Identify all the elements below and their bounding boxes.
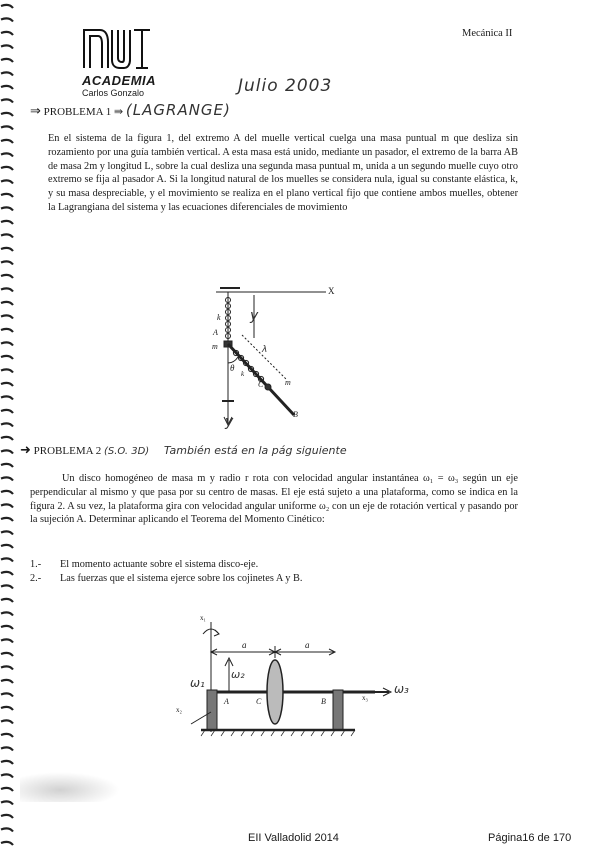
fig2-label-omega1: ω₁ [190, 676, 205, 690]
scan-smudge [20, 772, 120, 802]
fig1-label-y: y [225, 414, 234, 430]
fig2-label-b: B [321, 697, 326, 706]
double-arrow-icon: ⇒ [30, 104, 41, 119]
spiral-binding [0, 0, 16, 848]
fig2-label-c: C [256, 697, 262, 706]
fig1-label-lambda: λ [262, 345, 268, 355]
fig1-label-theta: θ [230, 363, 235, 373]
problem2-hand-tag: (S.O. 3D) [103, 446, 150, 457]
item-2-text: Las fuerzas que el sistema ejerce sobre los cojinetes A y B. [60, 572, 303, 584]
item-1-text: El momento actuante sobre el sistema disco-eje. [60, 559, 259, 570]
fig1-label-m2: m [285, 378, 291, 387]
logo-mark-icon [82, 26, 152, 70]
problem1-hand-note: (LAGRANGE) [125, 101, 231, 119]
problem1-heading [30, 101, 231, 119]
problem1-title: PROBLEMA 1 [43, 106, 112, 118]
arrow-right-icon: ➜ [20, 443, 31, 458]
figure-1 [196, 283, 346, 433]
fig2-label-omega2: ω₂ [231, 668, 245, 681]
problem2-title: PROBLEMA 2 [33, 445, 102, 457]
problem2-hand-note: También está en la pág siguiente [163, 444, 347, 457]
disc [267, 660, 283, 724]
problem1-text: En el sistema de la figura 1, del extremo A del muelle vertical cuelga una masa puntual m que desliza sin rozamiento por una guía también vertical. A esta masa está unido, mediante un pasador, el extremo de la barra AB de masa 2m y longitud L, sobre la cual desliza una segunda masa puntual m, unida a un segundo muelle cuyo otro extremo se fija al pasador A. Si la longitud natural de los muelles se considera nula, igual su constante elástica, k, y su masa despreciable, y el movimiento se realiza en el plano vertical fijo que contiene ambos muelles, obtener la Lagrangiana del sistema y las ecuaciones diferenciales de movimiento [48, 133, 518, 213]
item-1 [30, 558, 518, 572]
fig2-label-a: A [224, 697, 229, 706]
mass-m2 [265, 384, 271, 390]
fig1-label-m1: m [212, 342, 218, 351]
fig2-label-x2: x₂ [176, 706, 182, 714]
arrow-mark-icon: ⇛ [113, 105, 124, 118]
academia-logo [82, 26, 162, 98]
fig1-label-x: X [328, 286, 335, 296]
lambda-dimension [242, 335, 286, 379]
problem2-items [30, 558, 518, 586]
logo-brand: ACADEMIA [82, 73, 157, 88]
bearing-b [333, 690, 343, 730]
fig1-label-y-hand: y [250, 308, 259, 324]
fig2-label-omega3: ω₃ [394, 682, 409, 696]
item-1-num: 1.- [30, 559, 42, 570]
item-2-num: 2.- [30, 572, 42, 584]
fig1-label-c: C [258, 380, 264, 389]
fig1-label-k1: k [217, 313, 221, 322]
footer-right: Página16 de 170 [488, 832, 572, 844]
fig1-label-a: A [213, 328, 218, 337]
problem2-heading [20, 443, 347, 458]
fig2-label-a2: a [305, 640, 310, 650]
fig2-label-x1: x₁ [200, 614, 206, 622]
date-note: Julio 2003 [238, 76, 333, 96]
problem2-text: Un disco homogéneo de masa m y radio r rota con velocidad angular instantánea ω₁ = ω₃ según un eje perpendicular al mismo y que pasa por su centro de masas. El eje está sujeto a una plataforma, como se indica en la figura 2. A su vez, la plataforma gira con velocidad angular uniforme ω₂ con un eje de rotación vertical y pasando por la sujeción A. Determinar aplicando el Teorema del Momento Cinético: [30, 473, 518, 526]
bearing-a [207, 690, 217, 730]
item-2 [30, 572, 518, 586]
footer-left: EII Valladolid 2014 [248, 832, 339, 844]
fig2-label-x3: x₃ [362, 694, 368, 702]
fig1-label-k2: k [241, 370, 245, 378]
fig2-label-a1: a [242, 640, 247, 650]
fig1-label-b: B [293, 410, 298, 419]
course-name: Mecánica II [462, 28, 513, 39]
logo-author: Carlos Gonzalo [82, 88, 145, 98]
figure-2 [175, 612, 420, 747]
